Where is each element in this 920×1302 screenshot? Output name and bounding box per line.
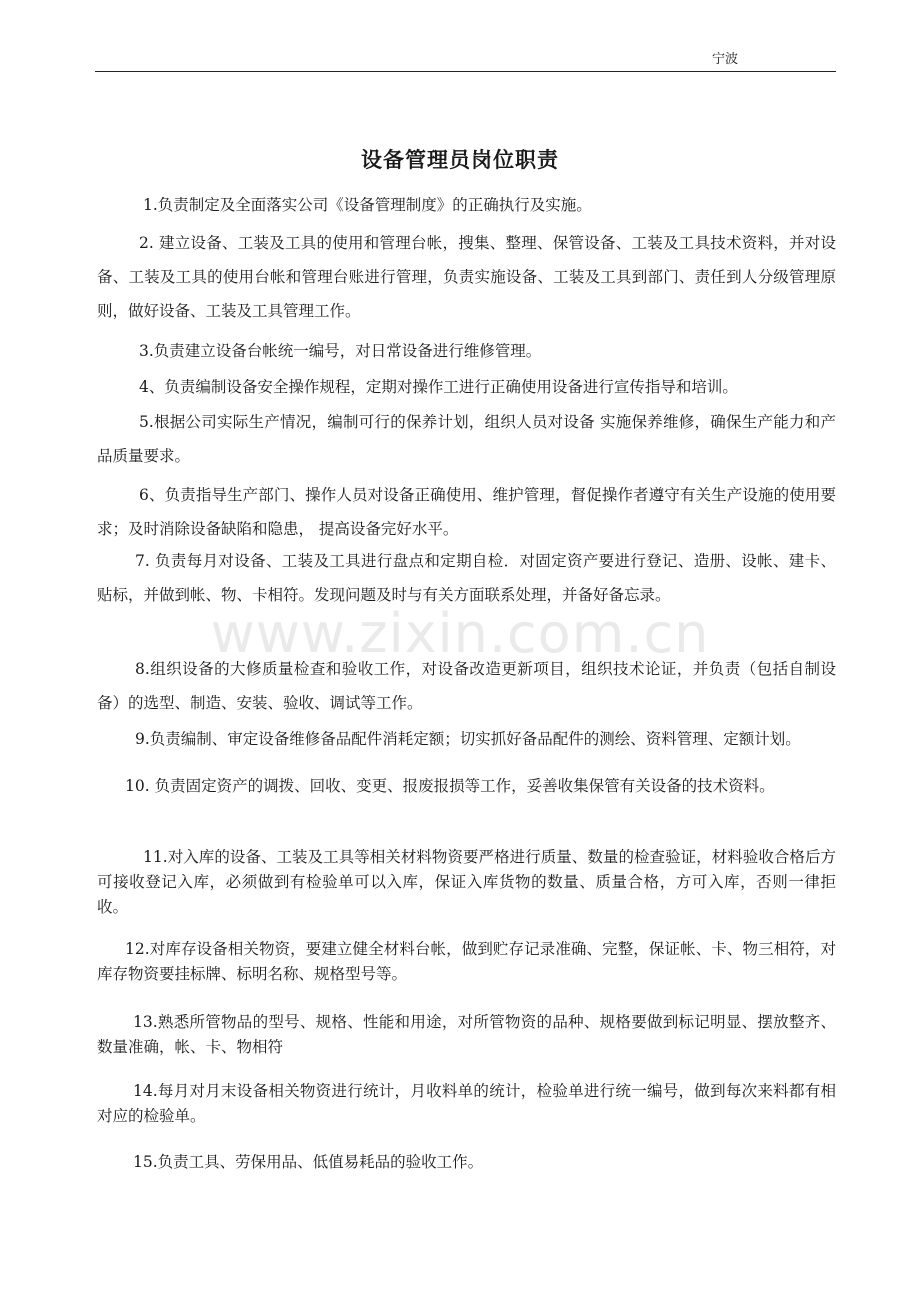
header-text: 宁波 bbox=[712, 52, 739, 67]
paragraph-14: 14.每月对月末设备相关物资进行统计，月收料单的统计，检验单进行统一编号，做到每次来料都有相对应的检验单。 bbox=[97, 1082, 836, 1125]
paragraph-1: 1.负责制定及全面落实公司《设备管理制度》的正确执行及实施。 bbox=[143, 196, 592, 214]
paragraph-5: 5.根据公司实际生产情况，编制可行的保养计划，组织人员对设备 实施保养维修，确保生产能力和产品质量要求。 bbox=[97, 413, 836, 465]
document-title: 设备管理员岗位职责 bbox=[361, 147, 559, 172]
paragraph-15: 15.负责工具、劳保用品、低值易耗品的验收工作。 bbox=[133, 1153, 484, 1171]
paragraph-9: 9.负责编制、审定设备维修备品配件消耗定额；切实抓好备品配件的测绘、资料管理、定额计划。 bbox=[135, 730, 801, 748]
header-rule bbox=[95, 71, 836, 72]
paragraph-10: 10. 负责固定资产的调拨、回收、变更、报废报损等工作，妥善收集保管有关设备的技术资料。 bbox=[125, 777, 775, 795]
paragraph-3: 3.负责建立设备台帐统一编号，对日常设备进行维修管理。 bbox=[139, 342, 542, 360]
paragraph-8: 8.组织设备的大修质量检查和验收工作，对设备改造更新项目，组织技术论证，并负责（包括自制设备）的选型、制造、安装、验收、调试等工作。 bbox=[97, 660, 836, 712]
paragraph-2: 2. 建立设备、工装及工具的使用和管理台帐，搜集、整理、保管设备、工装及工具技术资料，并对设备、工装及工具的使用台帐和管理台账进行管理，负责实施设备、工装及工具到部门、责任到人分级管理原则，做好设备、工装及工具管理工作。 bbox=[97, 234, 836, 320]
paragraph-7: 7. 负责每月对设备、工装及工具进行盘点和定期自检．对固定资产要进行登记、造册、设帐、建卡、贴标，并做到帐、物、卡相符。发现问题及时与有关方面联系处理，并备好备忘录。 bbox=[97, 552, 836, 604]
paragraph-13: 13.熟悉所管物品的型号、规格、性能和用途，对所管物资的品种、规格要做到标记明显、摆放整齐、数量准确，帐、卡、物相符 bbox=[97, 1013, 836, 1056]
paragraph-12: 12.对库存设备相关物资，要建立健全材料台帐，做到贮存记录准确、完整，保证帐、卡、物三相符，对库存物资要挂标牌、标明名称、规格型号等。 bbox=[97, 940, 836, 983]
paragraph-6: 6、负责指导生产部门、操作人员对设备正确使用、维护管理，督促操作者遵守有关生产设施的使用要求；及时消除设备缺陷和隐患， 提高设备完好水平。 bbox=[97, 486, 836, 538]
paragraph-11: 11.对入库的设备、工装及工具等相关材料物资要严格进行质量、数量的检查验证，材料验收合格后方可接收登记入库，必须做到有检验单可以入库，保证入库货物的数量、质量合格，方可入库，否则一律拒收。 bbox=[97, 848, 836, 916]
paragraph-4: 4、负责编制设备安全操作规程，定期对操作工进行正确使用设备进行宣传指导和培训。 bbox=[139, 378, 738, 396]
watermark: www.zixin.com.cn bbox=[210, 602, 710, 665]
